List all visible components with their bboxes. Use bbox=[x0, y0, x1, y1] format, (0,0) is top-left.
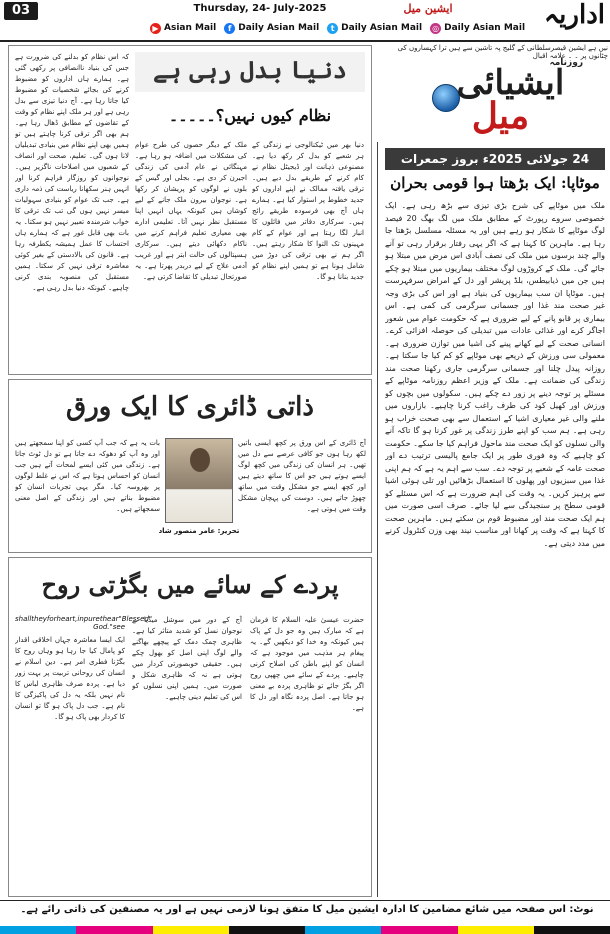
editorial-date-banner: 24 جولائی 2025ء بروز جمعرات bbox=[385, 148, 605, 170]
article-1-title: دنیا بدل رہی ہے bbox=[153, 55, 347, 84]
article-1-column-right: دنیا بھر میں ٹیکنالوجی نے زندگی کے ہر شعبے کو بدل کر رکھ دیا ہے۔ مصنوعی ذہانت اور ڈیجیٹل نظام نے کام کرنے کے طریقے بدل دیے ہیں۔ ترقی یافتہ ممالک نے اپنے اداروں کو جدید خطوط پر استوار کیا ہے۔ ہمارے ہاں آج بھی فرسودہ طریقے رائج ہیں۔ سرکاری دفاتر میں فائلوں کا انبار لگا رہتا ہے اور عوام کے کام مہینوں تک التوا کا شکار رہتے ہیں۔ اگر ہم نے بھی ترقی کی دوڑ میں شامل ہونا ہے تو ہمیں اپنے نظام کو جدید بنانا ہو گا۔ bbox=[252, 141, 364, 281]
author-photo-figure bbox=[190, 448, 210, 472]
masthead-word-asian: ایشیائی bbox=[456, 63, 565, 103]
twitter-icon: t bbox=[327, 23, 338, 34]
footer-disclaimer: نوٹ: اس صفحہ میں شائع مضامین کا ادارہ ایشین میل کا متفق ہونا لازمی نہیں ہے اور یہ مصنفین کی ذاتی رائے ہے۔ bbox=[20, 904, 594, 915]
social-label: Daily Asian Mail bbox=[238, 23, 320, 33]
masthead-tagline: روزنامہ bbox=[549, 58, 583, 68]
color-swatch bbox=[229, 926, 305, 934]
social-label: Asian Mail bbox=[164, 23, 217, 33]
youtube-icon: ▶ bbox=[150, 23, 161, 34]
masthead-word-mail: میل bbox=[471, 95, 530, 137]
color-swatch bbox=[76, 926, 152, 934]
color-swatch bbox=[153, 926, 229, 934]
section-title: اداریہ bbox=[543, 0, 605, 30]
print-color-bar bbox=[0, 926, 610, 934]
masthead-logo bbox=[408, 58, 583, 140]
article-2-column-right: آج ڈائری کے اس ورق پر کچھ ایسی باتیں لکھ رہا ہوں جو کافی عرصے سے دل میں تھیں۔ ہر انسان کی زندگی میں کچھ لوگ ایسے ہوتے ہیں جو اس کا ساتھ دیتے ہیں اور کچھ ایسے جو مشکل وقت میں ساتھ چھوڑ جاتے ہیں۔ دوست کی پہچان مشکل وقت میں ہوتی ہے۔ bbox=[238, 439, 366, 513]
article-2-title: ذاتی ڈائری کا ایک ورق bbox=[66, 392, 314, 422]
masthead-mini-logo: ایشین میل bbox=[403, 2, 453, 15]
social-instagram[interactable] bbox=[430, 19, 525, 37]
article-3-quote-english: shalltheyforheart,inpurethear"Blessed" bbox=[15, 615, 153, 623]
article-3-column-left-text: ایک ایسا معاشرہ جہاں اخلاقی اقدار کو پامال کیا جا رہا ہو وہاں روح کا بگڑنا فطری امر ہے۔ دین اسلام نے انسان کی روحانی تربیت پر بہت زور دیا ہے۔ پردہ صرف ظاہری لباس کا نام نہیں بلکہ یہ دل کی پاکیزگی کا نام ہے۔ جب دل پاک ہو گا تو انسان کا کردار بھی پاک ہو گا۔ bbox=[15, 636, 125, 721]
page-number: 03 bbox=[4, 2, 38, 20]
article-1-subtitle: نظام کیوں نہیں؟۔۔۔۔۔ bbox=[168, 106, 332, 125]
article-1-column-middle: ملک کے دیگر حصوں کی طرح عوام کی مشکلات میں اضافہ ہو رہا ہے۔ مہنگائی نے عام آدمی کی زندگی اجیرن کر دی ہے۔ بجلی اور گیس کے بلوں نے لوگوں کو پریشان کر رکھا ہے۔ نوجوان بیرون ملک جانے کے لیے کوشاں ہیں کیونکہ یہاں انہیں اپنا مستقبل نظر نہیں آتا۔ تعلیمی ادارے بھی معیاری تعلیم فراہم کرنے میں ناکام دکھائی دیتے ہیں۔ سرکاری ہسپتالوں کی حالت ابتر ہے اور غریب آدمی علاج کے لیے دربدر پھرتا ہے۔ یہ صورتحال تبدیلی کا تقاضا کرتی ہے۔ bbox=[135, 141, 247, 281]
color-swatch bbox=[0, 926, 76, 934]
social-youtube[interactable] bbox=[150, 19, 216, 37]
article-3-title: پردے کے سائے میں بگڑتی روح bbox=[41, 570, 339, 599]
article-3-column-right: حضرت عیسیٰ علیہ السلام کا فرمان ہے کہ مبارک ہیں وہ جو دل کے پاک ہیں کیونکہ وہ خدا کو دیکھیں گے۔ یہ پیغام ہر مذہب میں موجود ہے کہ انسان کو اپنے باطن کی اصلاح کرنی چاہیے۔ پردے کے سائے میں چھپی روح اگر بگڑ جائے تو ظاہری پردہ بے معنی ہو جاتا ہے۔ اصل پردہ نگاہ اور دل کا ہے۔ bbox=[250, 616, 364, 712]
column-divider bbox=[377, 142, 378, 897]
article-2-byline: تحریر: عامر منصور شاد bbox=[158, 527, 240, 535]
color-swatch bbox=[534, 926, 610, 934]
top-rule bbox=[0, 40, 610, 42]
instagram-icon: ◎ bbox=[430, 23, 441, 34]
color-swatch bbox=[381, 926, 457, 934]
editorial-body: ملک میں موٹاپے کی شرح بڑی تیزی سے بڑھ رہی ہے۔ ایک خصوصی سروے رپورٹ کے مطابق ملک میں لگ بھگ 20 فیصد لوگ موٹاپے کا شکار ہو رہے ہیں اور یہ مسئلہ مسلسل بڑھتا جا رہا ہے۔ ماہرین کا کہنا ہے کہ اگر یہی رفتار برقرار رہی تو آنے والے چند برسوں میں ملک کی نصف آبادی اس مرض میں مبتلا ہو جائے گی۔ ملک کے کروڑوں لوگ مختلف بیماریوں میں مبتلا ہو چکے ہیں جن میں ذیابیطس، بلڈ پریشر اور دل کے امراض سرفہرست ہیں۔ موٹاپا ان سب بیماریوں کی بنیاد ہے اور اس کی بڑی وجہ غیر صحت مند غذا اور جسمانی سرگرمی کی کمی ہے۔ اس بیماری پر قابو پانے کے لیے ضروری ہے کہ حکومت عوام میں شعور اجاگر کرے اور غذائی عادات میں تبدیلی کی حوصلہ افزائی کرے۔ انسانی صحت کے لیے کھانے پینے کی اشیا میں توازن ضروری ہے۔ معمولی سی ورزش کے ذریعے بھی موٹاپے کو کم کیا جا سکتا ہے۔ روزانہ پیدل چلنا اور جسمانی سرگرمی جاری رکھنا صحت مند زندگی کی ضمانت ہے۔ ملک کے وزیر اعظم روزنامہ موٹاپے کے مسئلے پر توجہ دینے پر زور دے چکے ہیں۔ سکولوں میں بچوں کو ورزش اور کھیل کود کی طرف راغب کرنا چاہیے۔ بازاروں میں ملنے والی غیر معیاری اشیا کے استعمال سے بھی صحت خراب ہو رہی ہے۔ ہم سب کو اپنے طرز زندگی پر غور کرنا ہو گا تاکہ آنے والی نسلوں کو ایک صحت مند ماحول فراہم کیا جا سکے۔ حکومت کو چاہیے کہ وہ فوری طور پر ایک جامع پالیسی ترتیب دے اور صحت عامہ کے شعبے پر توجہ دے۔ سب سے اہم یہ ہے کہ ہم اپنی غذا میں سبزیوں اور پھلوں کا استعمال بڑھائیں اور تلی ہوئی اشیا سے پرہیز کریں۔ یہ وقت کی اہم ضرورت ہے کہ اس مسئلے کو قومی سطح پر سنجیدگی سے لیا جائے۔ صرف اسی صورت میں ہم ایک صحت مند اور مضبوط قوم بن سکتے ہیں۔ ماہرین صحت کا کہنا ہے کہ وقت پر کھانا اور مناسب نیند بھی وزن کنٹرول کرنے میں مدد دیتی ہے۔ bbox=[385, 201, 605, 548]
article-3-column-middle: آج کے دور میں سوشل میڈیا نے نوجوان نسل کو شدید متاثر کیا ہے۔ ظاہری چمک دمک کے پیچھے بھاگنے والے لوگ اپنی اصل کو بھول چکے ہیں۔ حقیقی خوبصورتی کردار میں ہوتی ہے نہ کہ ظاہری شکل و صورت میں۔ ہمیں اپنی نسلوں کو اس کی تعلیم دینی چاہیے۔ bbox=[132, 616, 242, 701]
color-swatch bbox=[458, 926, 534, 934]
color-swatch bbox=[305, 926, 381, 934]
article-1-column-left: کہ اس نظام کو بدلنے کی ضرورت ہے جس کی بنیاد ناانصافی پر رکھی گئی ہے۔ ہمارے ہاں اداروں کو مضبوط کرنے کی بجائے شخصیات کو مضبوط کیا جاتا رہا ہے۔ آج دنیا تیزی سے بدل رہی ہے اور ہر ملک اپنے نظام کو وقت کے تقاضوں کے مطابق ڈھال رہا ہے۔ ہم بھی اگر ترقی کرنا چاہتے ہیں تو ہمیں بھی اپنے نظام میں بنیادی تبدیلیاں لانا ہوں گی۔ تعلیم، صحت اور انصاف کے شعبوں میں اصلاحات ناگزیر ہیں۔ نوجوانوں کو روزگار فراہم کرنا اور انہیں ہنر سکھانا ریاست کی ذمہ داری ہے۔ جب تک عوام کو بنیادی سہولیات میسر نہیں ہوں گی تب تک ترقی کا خواب شرمندہ تعبیر نہیں ہو سکتا۔ یہ بات بھی قابل غور ہے کہ ہمارے ہاں احتساب کا عمل ہمیشہ یکطرفہ رہا ہے۔ قانون کی بالادستی کے بغیر کوئی معاشرہ ترقی نہیں کر سکتا۔ ہمیں مستقبل کی منصوبہ بندی کرنی چاہیے۔ کیونکہ دنیا بدل رہی ہے۔ bbox=[15, 53, 129, 292]
facebook-icon: f bbox=[224, 23, 235, 34]
article-3-column-left bbox=[15, 615, 153, 890]
article-3-quote-english-2: God."see bbox=[93, 623, 125, 631]
slogan: نیں ہے ایشین قیصرسلطانی کے گلیج پہ تاشین سے ہیں ترا کہساروں کی چٹانوں پر ۔ ۔ علامہ اقبال bbox=[397, 44, 608, 60]
social-twitter[interactable] bbox=[327, 19, 422, 37]
social-row bbox=[150, 19, 600, 37]
social-label: Daily Asian Mail bbox=[444, 23, 526, 33]
social-label: Daily Asian Mail bbox=[341, 23, 423, 33]
footer-rule bbox=[0, 900, 610, 901]
editorial-title: موٹاپا: ایک بڑھتا ہوا قومی بحران bbox=[390, 174, 600, 192]
article-2-column-left: بات یہ ہے کہ جب آپ کسی کو اپنا سمجھتے ہیں اور وہ آپ کو دھوکہ دے جاتا ہے تو دل ٹوٹ جاتا ہے۔ زندگی میں کئی ایسے لمحات آتے ہیں جب انسان کو احساس ہوتا ہے کہ اس نے غلط لوگوں پر بھروسہ کیا۔ مگر یہی تجربات انسان کو مضبوط بناتے ہیں اور زندگی کے اصل معنی سمجھاتے ہیں۔ bbox=[15, 439, 160, 513]
social-facebook[interactable] bbox=[224, 19, 319, 37]
date-line: Thursday, 24- July-2025 bbox=[193, 3, 327, 14]
